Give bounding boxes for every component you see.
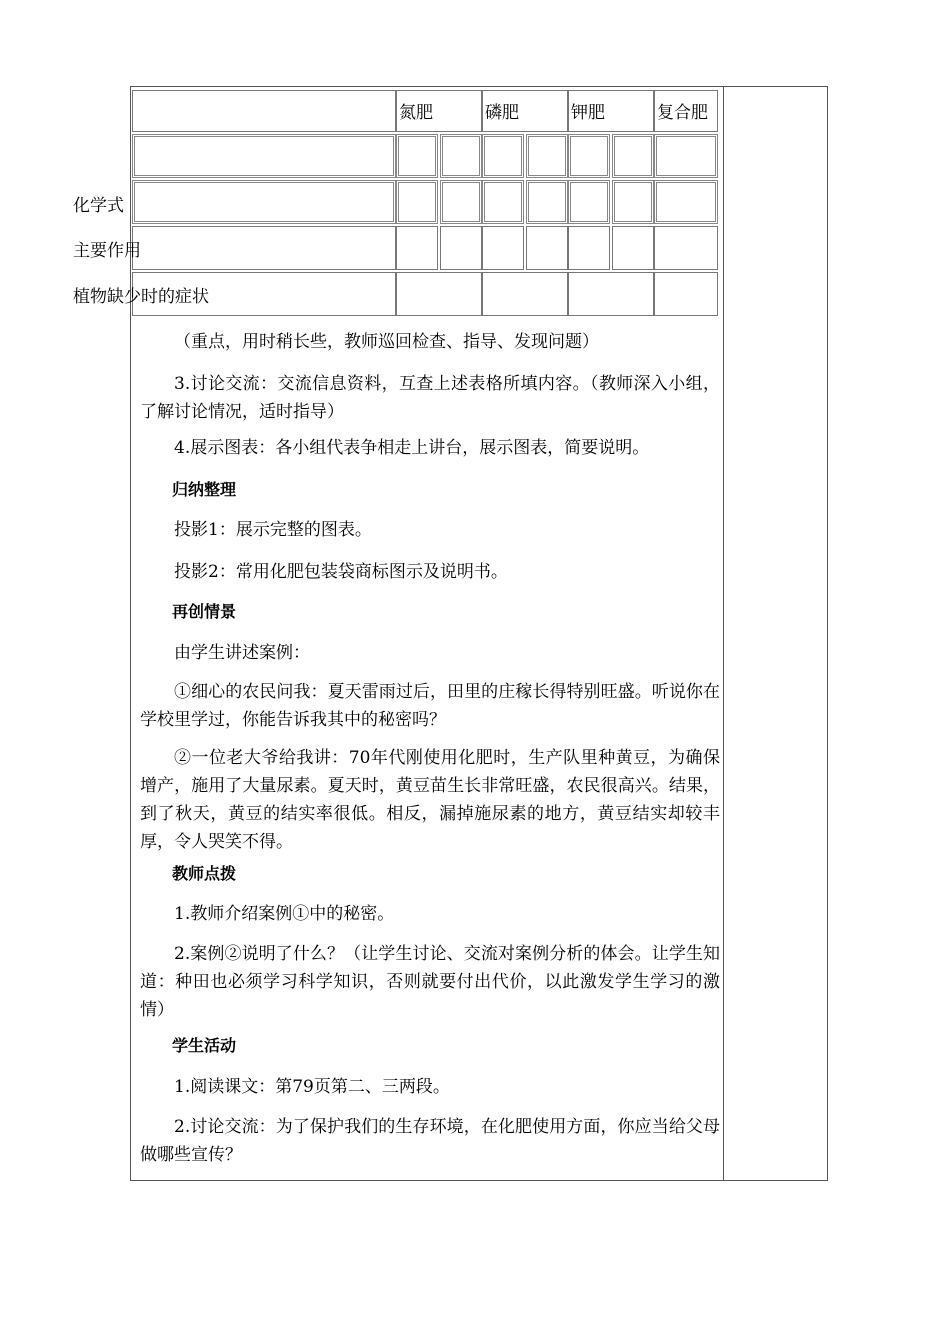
table-fill-cell (568, 272, 654, 316)
table-header-cell (568, 90, 654, 132)
table-label-cell (132, 226, 396, 270)
table-header-cell (482, 90, 568, 132)
table-fill-cell (612, 134, 654, 178)
table-fill-cell (440, 134, 482, 178)
table-fill-cell (568, 180, 610, 224)
column-header-phosphorus: 磷肥 (485, 103, 519, 123)
table-label-cell (132, 180, 396, 224)
table-fill-cell (482, 180, 524, 224)
paragraph: 2.讨论交流：为了保护我们的生存环境，在化肥使用方面，你应当给父母做哪些宣传？ (140, 1117, 720, 1165)
table-fill-cell (612, 226, 654, 270)
paragraph: 1.教师介绍案例①中的秘密。 (174, 904, 395, 924)
section-heading: 再创情景 (172, 602, 237, 621)
paragraph: 投影1：展示完整的图表。 (174, 520, 372, 540)
table-fill-cell (440, 180, 482, 224)
paragraph: 由学生讲述案例： (174, 643, 310, 663)
table-fill-cell (440, 226, 482, 270)
paragraph: 投影2：常用化肥包装袋商标图示及说明书。 (174, 562, 508, 582)
section-heading: 学生活动 (172, 1036, 237, 1055)
paragraph: 1.阅读课文：第79页第二、三两段。 (174, 1077, 450, 1097)
paragraph: （重点，用时稍长些，教师巡回检查、指导、发现问题） (174, 332, 599, 352)
paragraph: 3.讨论交流：交流信息资料，互查上述表格所填内容。（教师深入小组，了解讨论情况，适时指导） (140, 374, 720, 422)
table-header-cell (396, 90, 482, 132)
row-label-chemical-formula: 化学式 (73, 196, 124, 216)
table-label-cell (132, 134, 396, 178)
table-header-cell (654, 90, 718, 132)
column-header-compound: 复合肥 (657, 103, 708, 123)
table-fill-cell (396, 180, 438, 224)
table-fill-cell (526, 226, 568, 270)
table-fill-cell (568, 226, 610, 270)
section-heading: 归纳整理 (172, 480, 237, 499)
table-fill-cell (396, 134, 438, 178)
fertilizer-table (130, 88, 723, 318)
section-heading: 教师点拨 (172, 864, 237, 883)
paragraph: ②一位老大爷给我讲：70年代刚使用化肥时，生产队里种黄豆，为确保增产，施用了大量尿素。夏天时，黄豆苗生长非常旺盛，农民很高兴。结果，到了秋天，黄豆的结实率很低。相反，漏掉施尿素的地方，黄豆结实却较丰厚，令人哭笑不得。 (140, 748, 720, 852)
table-fill-cell (654, 272, 718, 316)
table-fill-cell (526, 180, 568, 224)
table-fill-cell (396, 226, 438, 270)
table-fill-cell (482, 272, 568, 316)
table-fill-cell (654, 134, 718, 178)
column-header-potassium: 钾肥 (571, 103, 605, 123)
table-fill-cell (654, 180, 718, 224)
right-column-divider (723, 86, 724, 1181)
paragraph: ①细心的农民问我：夏天雷雨过后，田里的庄稼长得特别旺盛。听说你在学校里学过，你能告诉我其中的秘密吗？ (140, 682, 720, 730)
table-fill-cell (612, 180, 654, 224)
table-fill-cell (526, 134, 568, 178)
paragraph: 4.展示图表：各小组代表争相走上讲台，展示图表，简要说明。 (174, 438, 650, 458)
table-fill-cell (396, 272, 482, 316)
table-fill-cell (568, 134, 610, 178)
row-label-deficiency-symptoms: 植物缺少时的症状 (73, 287, 209, 307)
table-header-blank-cell (132, 90, 396, 132)
table-fill-cell (482, 226, 524, 270)
table-fill-cell (654, 226, 718, 270)
column-header-nitrogen: 氮肥 (399, 103, 433, 123)
table-fill-cell (482, 134, 524, 178)
paragraph: 2.案例②说明了什么？（让学生讨论、交流对案例分析的体会。让学生知道：种田也必须学习科学知识，否则就要付出代价，以此激发学生学习的激情） (140, 944, 720, 1020)
row-label-main-function: 主要作用 (73, 241, 141, 261)
